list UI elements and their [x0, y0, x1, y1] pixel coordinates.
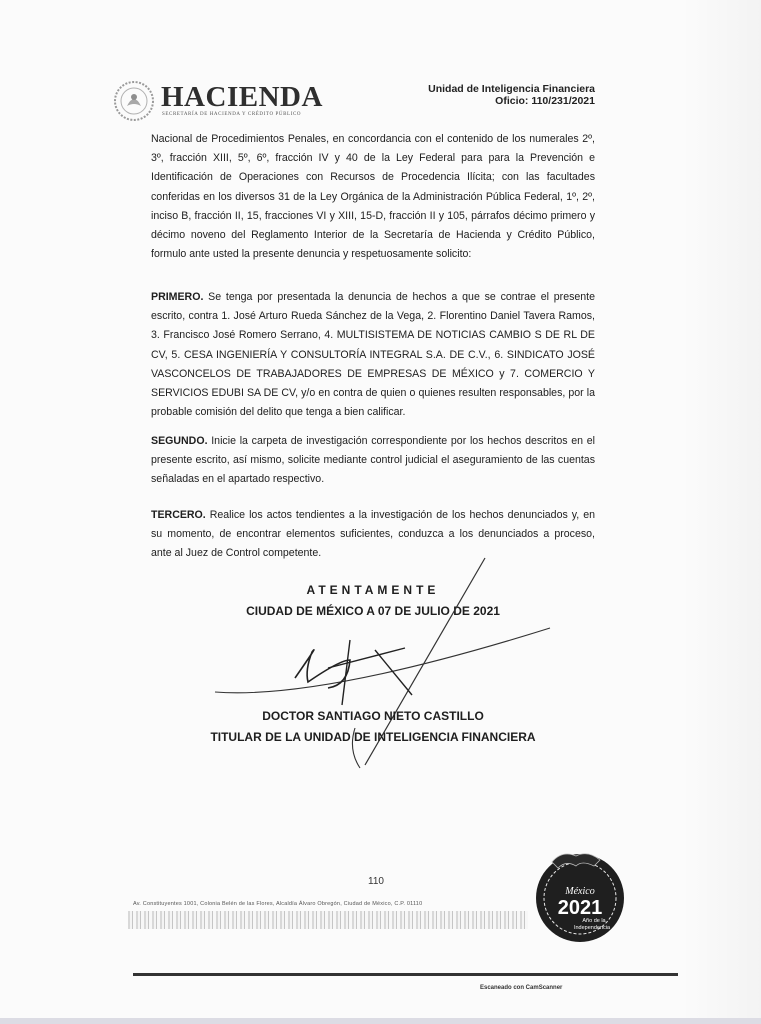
page-number: 110: [368, 876, 384, 887]
unit-name: Unidad de Inteligencia Financiera: [428, 83, 595, 95]
mexico-2021-badge-icon: [532, 848, 628, 944]
page-bottom-edge: [0, 1018, 761, 1024]
hacienda-logo-subtitle: SECRETARÍA DE HACIENDA Y CRÉDITO PÚBLICO: [162, 112, 302, 117]
badge-sub-line-2: Independencia: [573, 925, 611, 931]
primero-paragraph: [151, 288, 595, 422]
tercero-text: Realice los actos tendientes a la investigación de los hechos denunciados y, en su momento, de encontrar elementos suficientes, conduzca a los denunciados a proceso, ante al Juez de Control competente.: [151, 509, 595, 560]
footer-address: Av. Constituyentes 1001, Colonia Belén de las Flores, Alcaldía Álvaro Obregón, Ciudad de México, C.P. 01110: [133, 901, 423, 907]
signer-name: DOCTOR SANTIAGO NIETO CASTILLO: [262, 709, 484, 723]
badge-mexico-label: México: [565, 886, 595, 897]
footer-rule: [133, 973, 678, 976]
scanner-watermark: Escaneado con CamScanner: [480, 985, 563, 991]
tercero-label: TERCERO.: [151, 509, 206, 521]
primero-text: Se tenga por presentada la denuncia de hechos a que se contrae el presente escrito, contra 1. José Arturo Rueda Sánchez de la Vega, 2. Florentino Daniel Tavera Ramos, 3. Francisco José Romero Serrano, 4. MULTISISTEMA DE NOTICIAS CAMBIO S DE RL DE CV, 5. CESA INGENIERÍA Y CONSULTORÍA INTEGRAL S.A. DE C.V., 6. SINDICATO JOSÉ VASCONCELOS DE TRABAJADORES DE EMPRESAS DE MÉXICO y 7. COMERCIO Y SERVICIOS EDUBI SA DE CV, y/o en contra de quien o quienes resulten responsables, por la probable comisión del delito que tenga a bien calificar.: [151, 291, 595, 419]
segundo-text: Inicie la carpeta de investigación correspondiente por los hechos descritos en el presente escrito, así mismo, solicite mediante control judicial el aseguramiento de las cuentas señaladas en el apartado respectivo.: [151, 435, 595, 486]
intro-paragraph: Nacional de Procedimientos Penales, en concordancia con el contenido de los numerales 2º, 3º, fracción XIII, 5º, 6º, fracción IV y 40 de la Ley Federal para para la Prevención e Identificación de Operaciones con Recursos de Procedencia Ilícita; con las facultades conferidas en los diversos 31 de la Ley Orgánica de la Administración Pública Federal, 1º, 2º, inciso B, fracción II, 15, fracciones VI y XIII, 15-D, fracción II y 105, párrafos décimo primero y décimo noveno del Reglamento Interior de la Secretaría de Hacienda y Crédito Público, formulo ante usted la presente denuncia y respetuosamente solicito:: [151, 133, 595, 261]
closing-place-date: CIUDAD DE MÉXICO A 07 DE JULIO DE 2021: [246, 604, 500, 618]
badge-year: 2021: [557, 897, 603, 919]
segundo-paragraph: [151, 432, 595, 490]
footer-decorative-band: [128, 911, 528, 929]
hacienda-logo-text: HACIENDA: [161, 81, 323, 113]
national-seal-icon: [113, 80, 155, 122]
signer-title: TITULAR DE LA UNIDAD DE INTELIGENCIA FINANCIERA: [210, 730, 536, 744]
primero-label: PRIMERO.: [151, 291, 204, 303]
badge-sub-line-1: Año de la: [582, 918, 606, 924]
closing-atentamente: ATENTAMENTE: [306, 583, 440, 597]
segundo-label: SEGUNDO.: [151, 435, 208, 447]
handwritten-signature: [200, 550, 560, 780]
page-shadow: [681, 0, 761, 1018]
document-header-right: [428, 83, 595, 107]
oficio-number: Oficio: 110/231/2021: [495, 95, 595, 107]
